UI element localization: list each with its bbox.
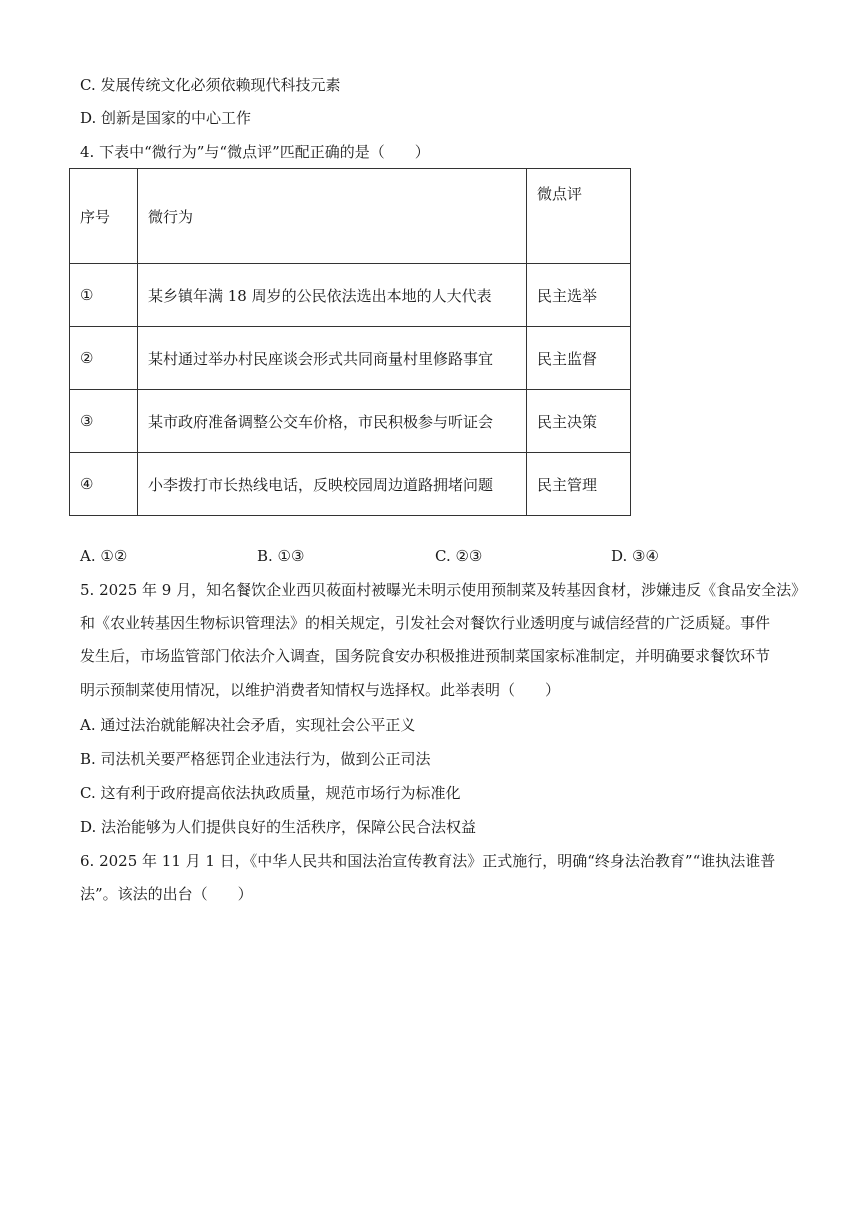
row-comment: 民主选举 (527, 264, 631, 327)
q6-stem-line-2: 法”。该法的出台（ ） (80, 885, 253, 903)
q3-option-d: D. 创新是国家的中心工作 (80, 109, 252, 127)
q5-option-b: B. 司法机关要严格惩罚企业违法行为，做到公正司法 (80, 750, 431, 768)
row-behavior: 小李拨打市长热线电话，反映校园周边道路拥堵问题 (138, 453, 527, 516)
q4-stem: 4. 下表中“微行为”与“微点评”匹配正确的是（ ） (80, 143, 430, 161)
q5-option-c: C. 这有利于政府提高依法执政质量，规范市场行为标准化 (80, 784, 461, 802)
q4-option-d: D. ③④ (611, 547, 659, 565)
row-behavior: 某市政府准备调整公交车价格，市民积极参与听证会 (138, 390, 527, 453)
q6-stem-line-1: 6. 2025 年 11 月 1 日，《中华人民共和国法治宣传教育法》正式施行，明确“终身法治教育”“谁执法谁普 (80, 852, 776, 870)
table-row (70, 453, 631, 516)
row-behavior: 某村通过举办村民座谈会形式共同商量村里修路事宜 (138, 327, 527, 390)
row-index: ② (70, 327, 138, 390)
row-index: ③ (70, 390, 138, 453)
row-index: ① (70, 264, 138, 327)
q3-option-c: C. 发展传统文化必须依赖现代科技元素 (80, 76, 341, 94)
q5-stem-line-2: 和《农业转基因生物标识管理法》的相关规定，引发社会对餐饮行业透明度与诚信经营的广泛质疑。事件 (80, 614, 771, 632)
table-row (70, 390, 631, 453)
q4-option-b: B. ①③ (257, 547, 305, 565)
q4-option-a: A. ①② (80, 547, 128, 565)
header-index: 序号 (70, 169, 138, 264)
q5-option-d: D. 法治能够为人们提供良好的生活秩序，保障公民合法权益 (80, 818, 477, 836)
q5-stem-line-4: 明示预制菜使用情况，以维护消费者知情权与选择权。此举表明（ ） (80, 681, 561, 699)
header-behavior: 微行为 (138, 169, 527, 264)
header-comment: 微点评 (527, 169, 631, 264)
q4-option-c: C. ②③ (435, 547, 483, 565)
row-behavior: 某乡镇年满 18 周岁的公民依法选出本地的人大代表 (138, 264, 527, 327)
q5-option-a: A. 通过法治就能解决社会矛盾，实现社会公平正义 (80, 716, 416, 734)
row-index: ④ (70, 453, 138, 516)
table-row (70, 264, 631, 327)
row-comment: 民主管理 (527, 453, 631, 516)
table-row (70, 327, 631, 390)
table-header-row (70, 169, 631, 264)
row-comment: 民主决策 (527, 390, 631, 453)
q4-table (69, 168, 631, 516)
q5-stem-line-3: 发生后，市场监管部门依法介入调查，国务院食安办积极推进预制菜国家标准制定，并明确要求餐饮环节 (80, 647, 771, 665)
q4-options (80, 546, 780, 566)
row-comment: 民主监督 (527, 327, 631, 390)
q5-stem-line-1: 5. 2025 年 9 月，知名餐饮企业西贝莜面村被曝光未明示使用预制菜及转基因食材，涉嫌违反《食品安全法》 (80, 581, 807, 599)
